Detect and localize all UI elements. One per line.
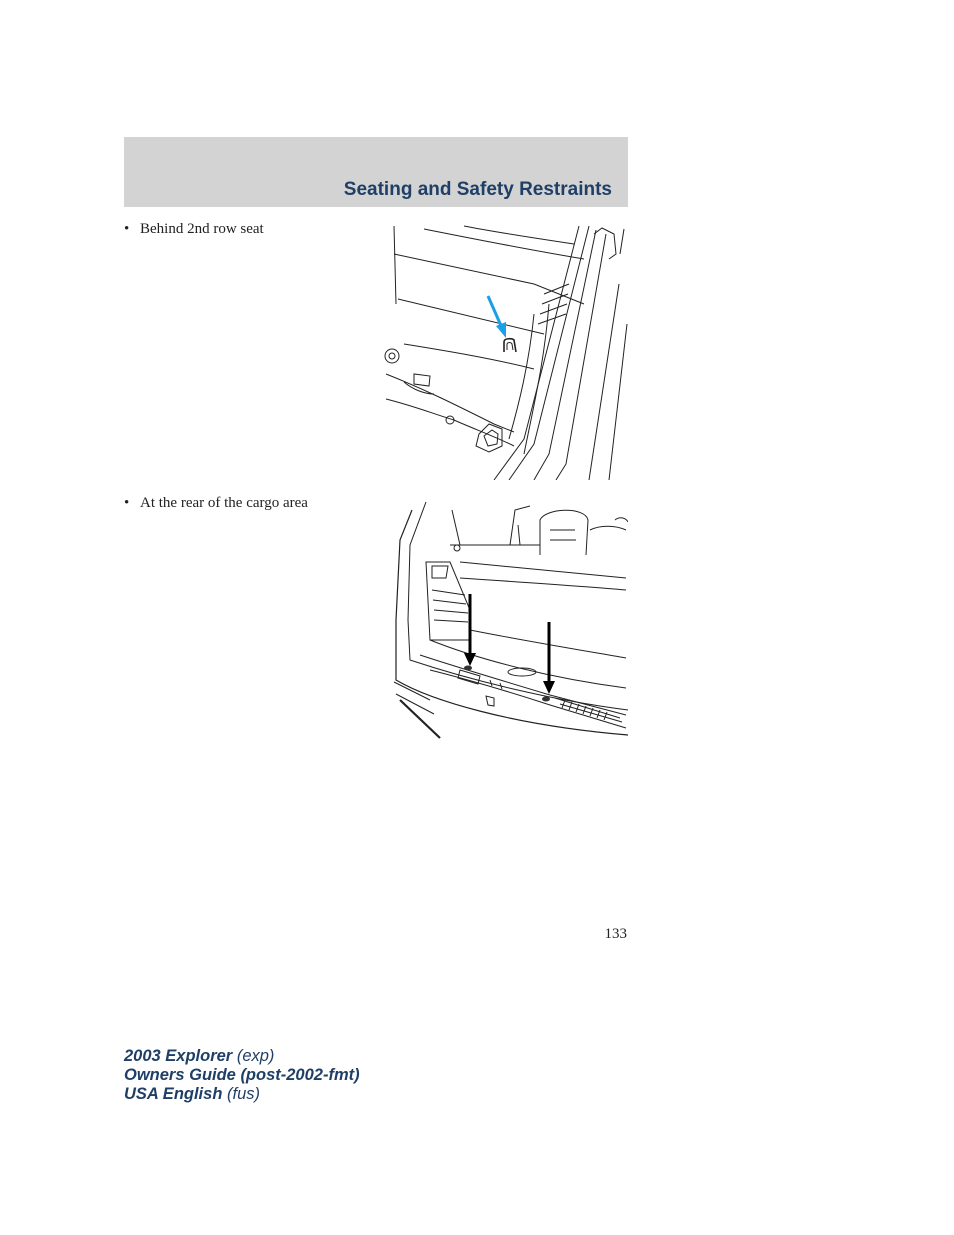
page-number: 133 [604,926,627,942]
rear-seat-tether-anchor-illustration [384,224,628,480]
bullet-symbol: • [124,495,130,511]
bullet-symbol: • [124,221,130,237]
footer-line-guide: Owners Guide (post-2002-fmt) [124,1066,360,1084]
bullet-item-cargo-area [124,495,308,512]
bullet-text: At the rear of the cargo area [140,495,308,511]
footer-line-language: USA English (fus) [124,1085,260,1103]
document-footer [124,1047,360,1104]
cargo-area-tether-anchors-illustration [390,500,628,742]
footer-line-model: 2003 Explorer (exp) [124,1047,275,1065]
section-header-band [124,137,628,207]
section-title: Seating and Safety Restraints [343,179,612,200]
bullet-text: Behind 2nd row seat [140,221,264,237]
bullet-item-behind-seat [124,221,264,238]
